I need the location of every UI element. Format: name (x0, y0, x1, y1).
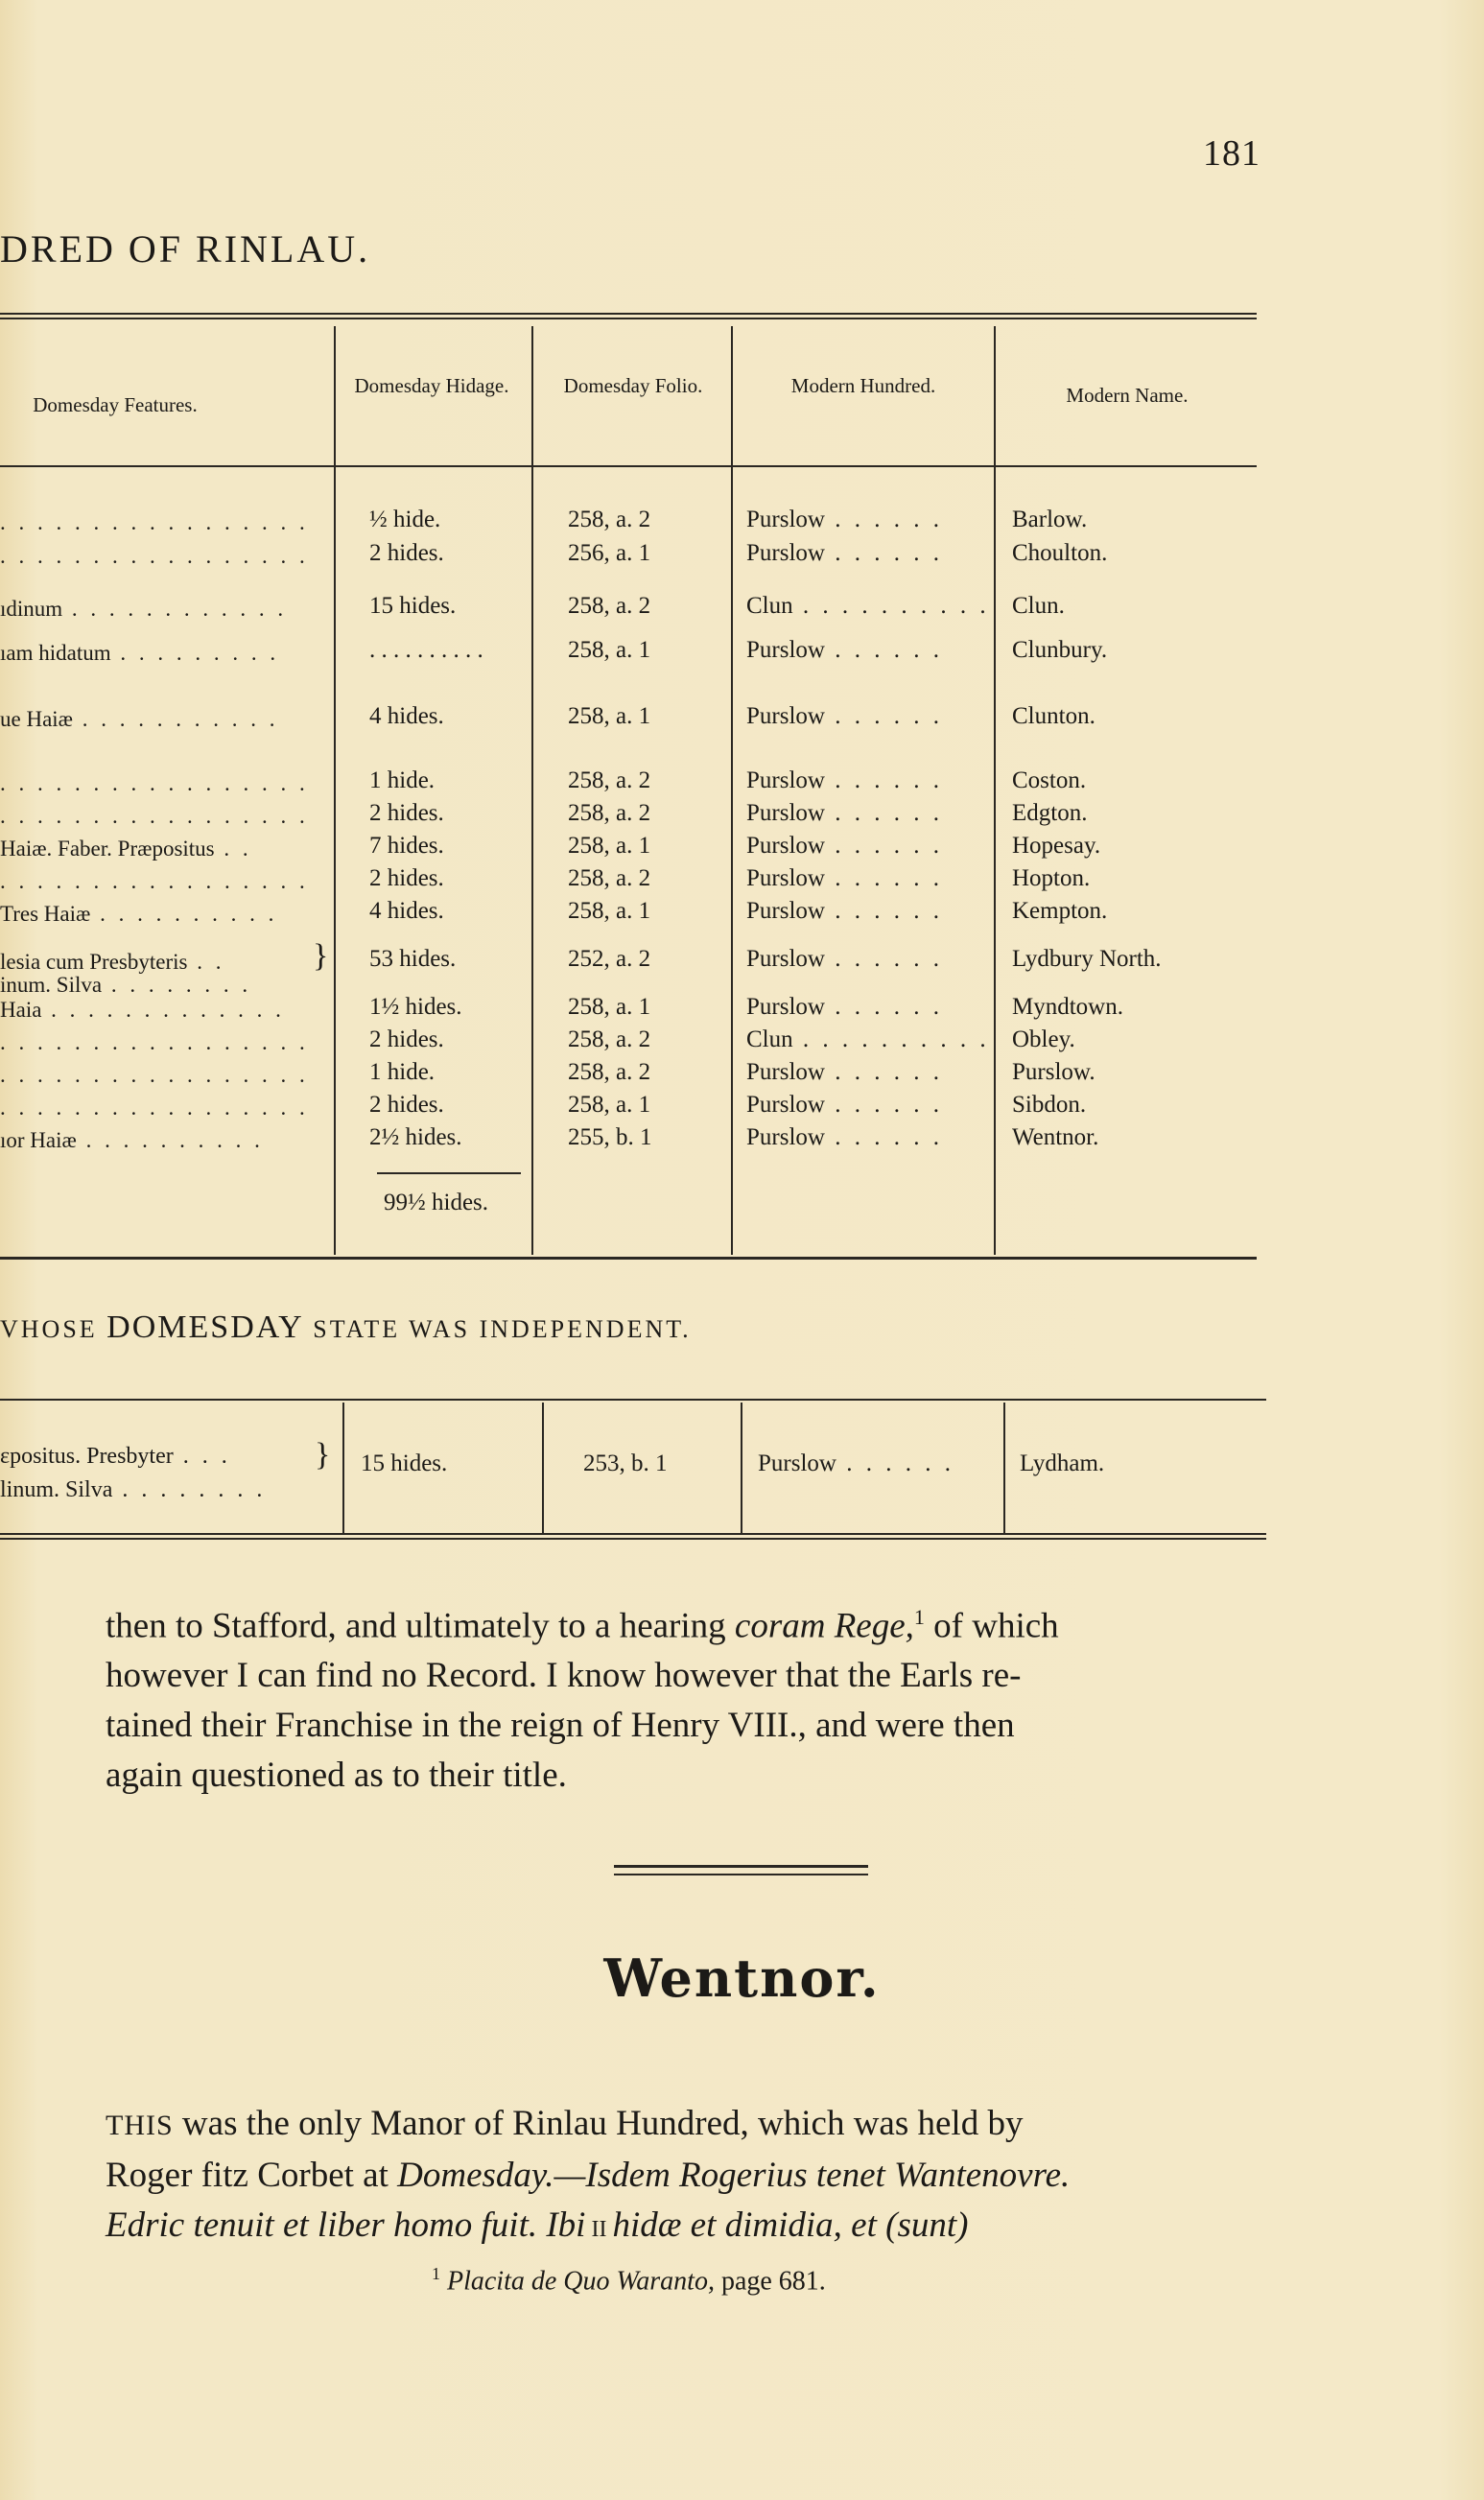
hundred-cell: Purslow . . . . . . (746, 1092, 943, 1118)
table2-hundred: Purslow . . . . . . (758, 1450, 954, 1476)
modern-name-cell: Hopton. (1012, 865, 1091, 891)
folio-cell: 258, a. 2 (568, 593, 651, 619)
section-title-wentnor: Wentnor. (603, 1947, 881, 2009)
modern-name-cell: Clunton. (1012, 703, 1095, 729)
brace-mark: } (313, 938, 329, 974)
folio-cell: 258, a. 1 (568, 994, 651, 1020)
feature-cell: ıor Haiæ . . . . . . . . . . (0, 1128, 264, 1152)
hundred-cell: Purslow . . . . . . (746, 994, 943, 1020)
hidage-cell: 1 hide. (369, 767, 436, 793)
modern-name-cell: Choulton. (1012, 540, 1108, 566)
column-header-hundred: Modern Hundred. (790, 374, 936, 397)
table2-hidage: 15 hides. (361, 1450, 448, 1476)
modern-name-cell: Clun. (1012, 593, 1065, 619)
footnote: $^1$ Placita de Quo Waranto, page 681. (432, 2264, 826, 2297)
folio-cell: 258, a. 2 (568, 1059, 651, 1085)
column-header-folio: Domesday Folio. (563, 374, 703, 397)
feature-cell: . . . . . . . . . . . . . . . . . (0, 544, 309, 568)
hundred-cell: Purslow . . . . . . (746, 946, 943, 972)
hidage-cell: 2 hides. (369, 540, 444, 566)
hidage-cell: 4 hides. (369, 703, 444, 729)
feature-cell: . . . . . . . . . . . . . . . . . (0, 771, 309, 795)
hidage-cell: ½ hide. (369, 507, 441, 532)
hidage-cell: 4 hides. (369, 898, 444, 924)
hundred-cell: Purslow . . . . . . (746, 637, 943, 663)
paragraph-franchise: then to Stafford, and ultimately to a hearing coram Rege,$^1$ of which however I can find no Record. I know however that the Earls re- tained their Franchise in the reign of Henry VIII., and were then again questioned as to their title. (106, 1605, 1059, 1796)
modern-name-cell: Coston. (1012, 767, 1087, 793)
folio-cell: 255, b. 1 (568, 1124, 652, 1150)
folio-cell: 258, a. 1 (568, 703, 651, 729)
hidage-cell: 53 hides. (369, 946, 457, 972)
paragraph-manor: THIS was the only Manor of Rinlau Hundred, which was held by Roger fitz Corbet at Domesday.—Isdem Rogerius tenet Wantenovre. Edric tenuit et liber homo fuit. Ibi II hidæ et dimidia, et (sunt) (106, 2104, 1071, 2245)
hundred-cell: Purslow . . . . . . (746, 1059, 943, 1085)
column-header-features: Domesday Features. (33, 393, 198, 416)
hidage-cell-empty: . . . . . . . . . . (369, 637, 483, 663)
folio-cell: 258, a. 2 (568, 507, 651, 532)
hundred-cell: Purslow . . . . . . (746, 703, 943, 729)
feature-cell-line2: inum. Silva . . . . . . . . (0, 973, 252, 997)
hundred-cell: Clun . . . . . . . . . . (746, 593, 990, 619)
column-header-modern-name: Modern Name. (1066, 384, 1189, 407)
hidage-cell: 7 hides. (369, 833, 444, 859)
feature-cell: . . . . . . . . . . . . . . . . . (0, 1096, 309, 1120)
hidage-cell: 2 hides. (369, 865, 444, 891)
feature-cell: Haia . . . . . . . . . . . . . (0, 998, 285, 1022)
hidage-cell: 2 hides. (369, 1092, 444, 1118)
folio-cell: 258, a. 1 (568, 637, 651, 663)
folio-cell: 258, a. 2 (568, 800, 651, 826)
hundred-cell: Purslow . . . . . . (746, 507, 943, 532)
hundred-cell: Purslow . . . . . . (746, 898, 943, 924)
running-head: DRED OF RINLAU. (0, 227, 371, 271)
feature-cell: Haiæ. Faber. Præpositus . . (0, 837, 252, 861)
modern-name-cell: Edgton. (1012, 800, 1088, 826)
hidage-cell: 2 hides. (369, 1026, 444, 1052)
column-header-hidage: Domesday Hidage. (354, 374, 509, 397)
hidage-cell: 1½ hides. (369, 994, 462, 1020)
feature-cell: ıdinum . . . . . . . . . . . . (0, 597, 288, 621)
folio-cell: 258, a. 2 (568, 865, 651, 891)
folio-cell: 252, a. 2 (568, 946, 651, 972)
feature-cell: lesia cum Presbyteris . . (0, 950, 225, 974)
folio-cell: 258, a. 1 (568, 1092, 651, 1118)
modern-name-cell: Clunbury. (1012, 637, 1108, 663)
modern-name-cell: Obley. (1012, 1026, 1075, 1052)
hundred-cell: Purslow . . . . . . (746, 1124, 943, 1150)
modern-name-cell: Hopesay. (1012, 833, 1101, 859)
modern-name-cell: Wentnor. (1012, 1124, 1099, 1150)
feature-line-2: linum. Silva . . . . . . . . (0, 1477, 267, 1502)
hidage-total: 99½ hides. (384, 1190, 489, 1215)
feature-cell: ue Haiæ . . . . . . . . . . . (0, 707, 279, 731)
modern-name-cell: Purslow. (1012, 1059, 1095, 1085)
feature-cell: . . . . . . . . . . . . . . . . . (0, 1030, 309, 1054)
modern-name-cell: Myndtown. (1012, 994, 1123, 1020)
folio-cell: 256, a. 1 (568, 540, 651, 566)
feature-cell: Tres Haiæ . . . . . . . . . . (0, 902, 278, 926)
folio-cell: 258, a. 2 (568, 1026, 651, 1052)
table2-modern-name: Lydham. (1020, 1450, 1105, 1476)
table2-folio: 253, b. 1 (583, 1450, 668, 1476)
feature-cell: . . . . . . . . . . . . . . . . . (0, 804, 309, 828)
hidage-cell: 15 hides. (369, 593, 457, 619)
section-heading-independent: VHOSE DOMESDAY STATE WAS INDEPENDENT. (0, 1309, 692, 1345)
hundred-cell: Purslow . . . . . . (746, 767, 943, 793)
hundred-cell: Purslow . . . . . . (746, 865, 943, 891)
modern-name-cell: Lydbury North. (1012, 946, 1162, 972)
modern-name-cell: Kempton. (1012, 898, 1108, 924)
feature-cell: . . . . . . . . . . . . . . . . . (0, 869, 309, 893)
hundred-cell: Purslow . . . . . . (746, 800, 943, 826)
feature-cell: ıam hidatum . . . . . . . . . (0, 641, 280, 665)
hidage-cell: 2½ hides. (369, 1124, 462, 1150)
hundred-cell: Purslow . . . . . . (746, 540, 943, 566)
folio-cell: 258, a. 1 (568, 898, 651, 924)
modern-name-cell: Barlow. (1012, 507, 1088, 532)
hidage-cell: 1 hide. (369, 1059, 436, 1085)
brace-mark: } (315, 1437, 331, 1473)
feature-cell: . . . . . . . . . . . . . . . . . (0, 1063, 309, 1087)
folio-cell: 258, a. 1 (568, 833, 651, 859)
hundred-cell: Clun . . . . . . . . . . (746, 1026, 990, 1052)
folio-cell: 258, a. 2 (568, 767, 651, 793)
page-number: 181 (1203, 133, 1260, 174)
feature-cell: . . . . . . . . . . . . . . . . . (0, 510, 309, 534)
modern-name-cell: Sibdon. (1012, 1092, 1087, 1118)
feature-line-1: ɛpositus. Presbyter . . . (0, 1444, 231, 1469)
hidage-cell: 2 hides. (369, 800, 444, 826)
hundred-cell: Purslow . . . . . . (746, 833, 943, 859)
